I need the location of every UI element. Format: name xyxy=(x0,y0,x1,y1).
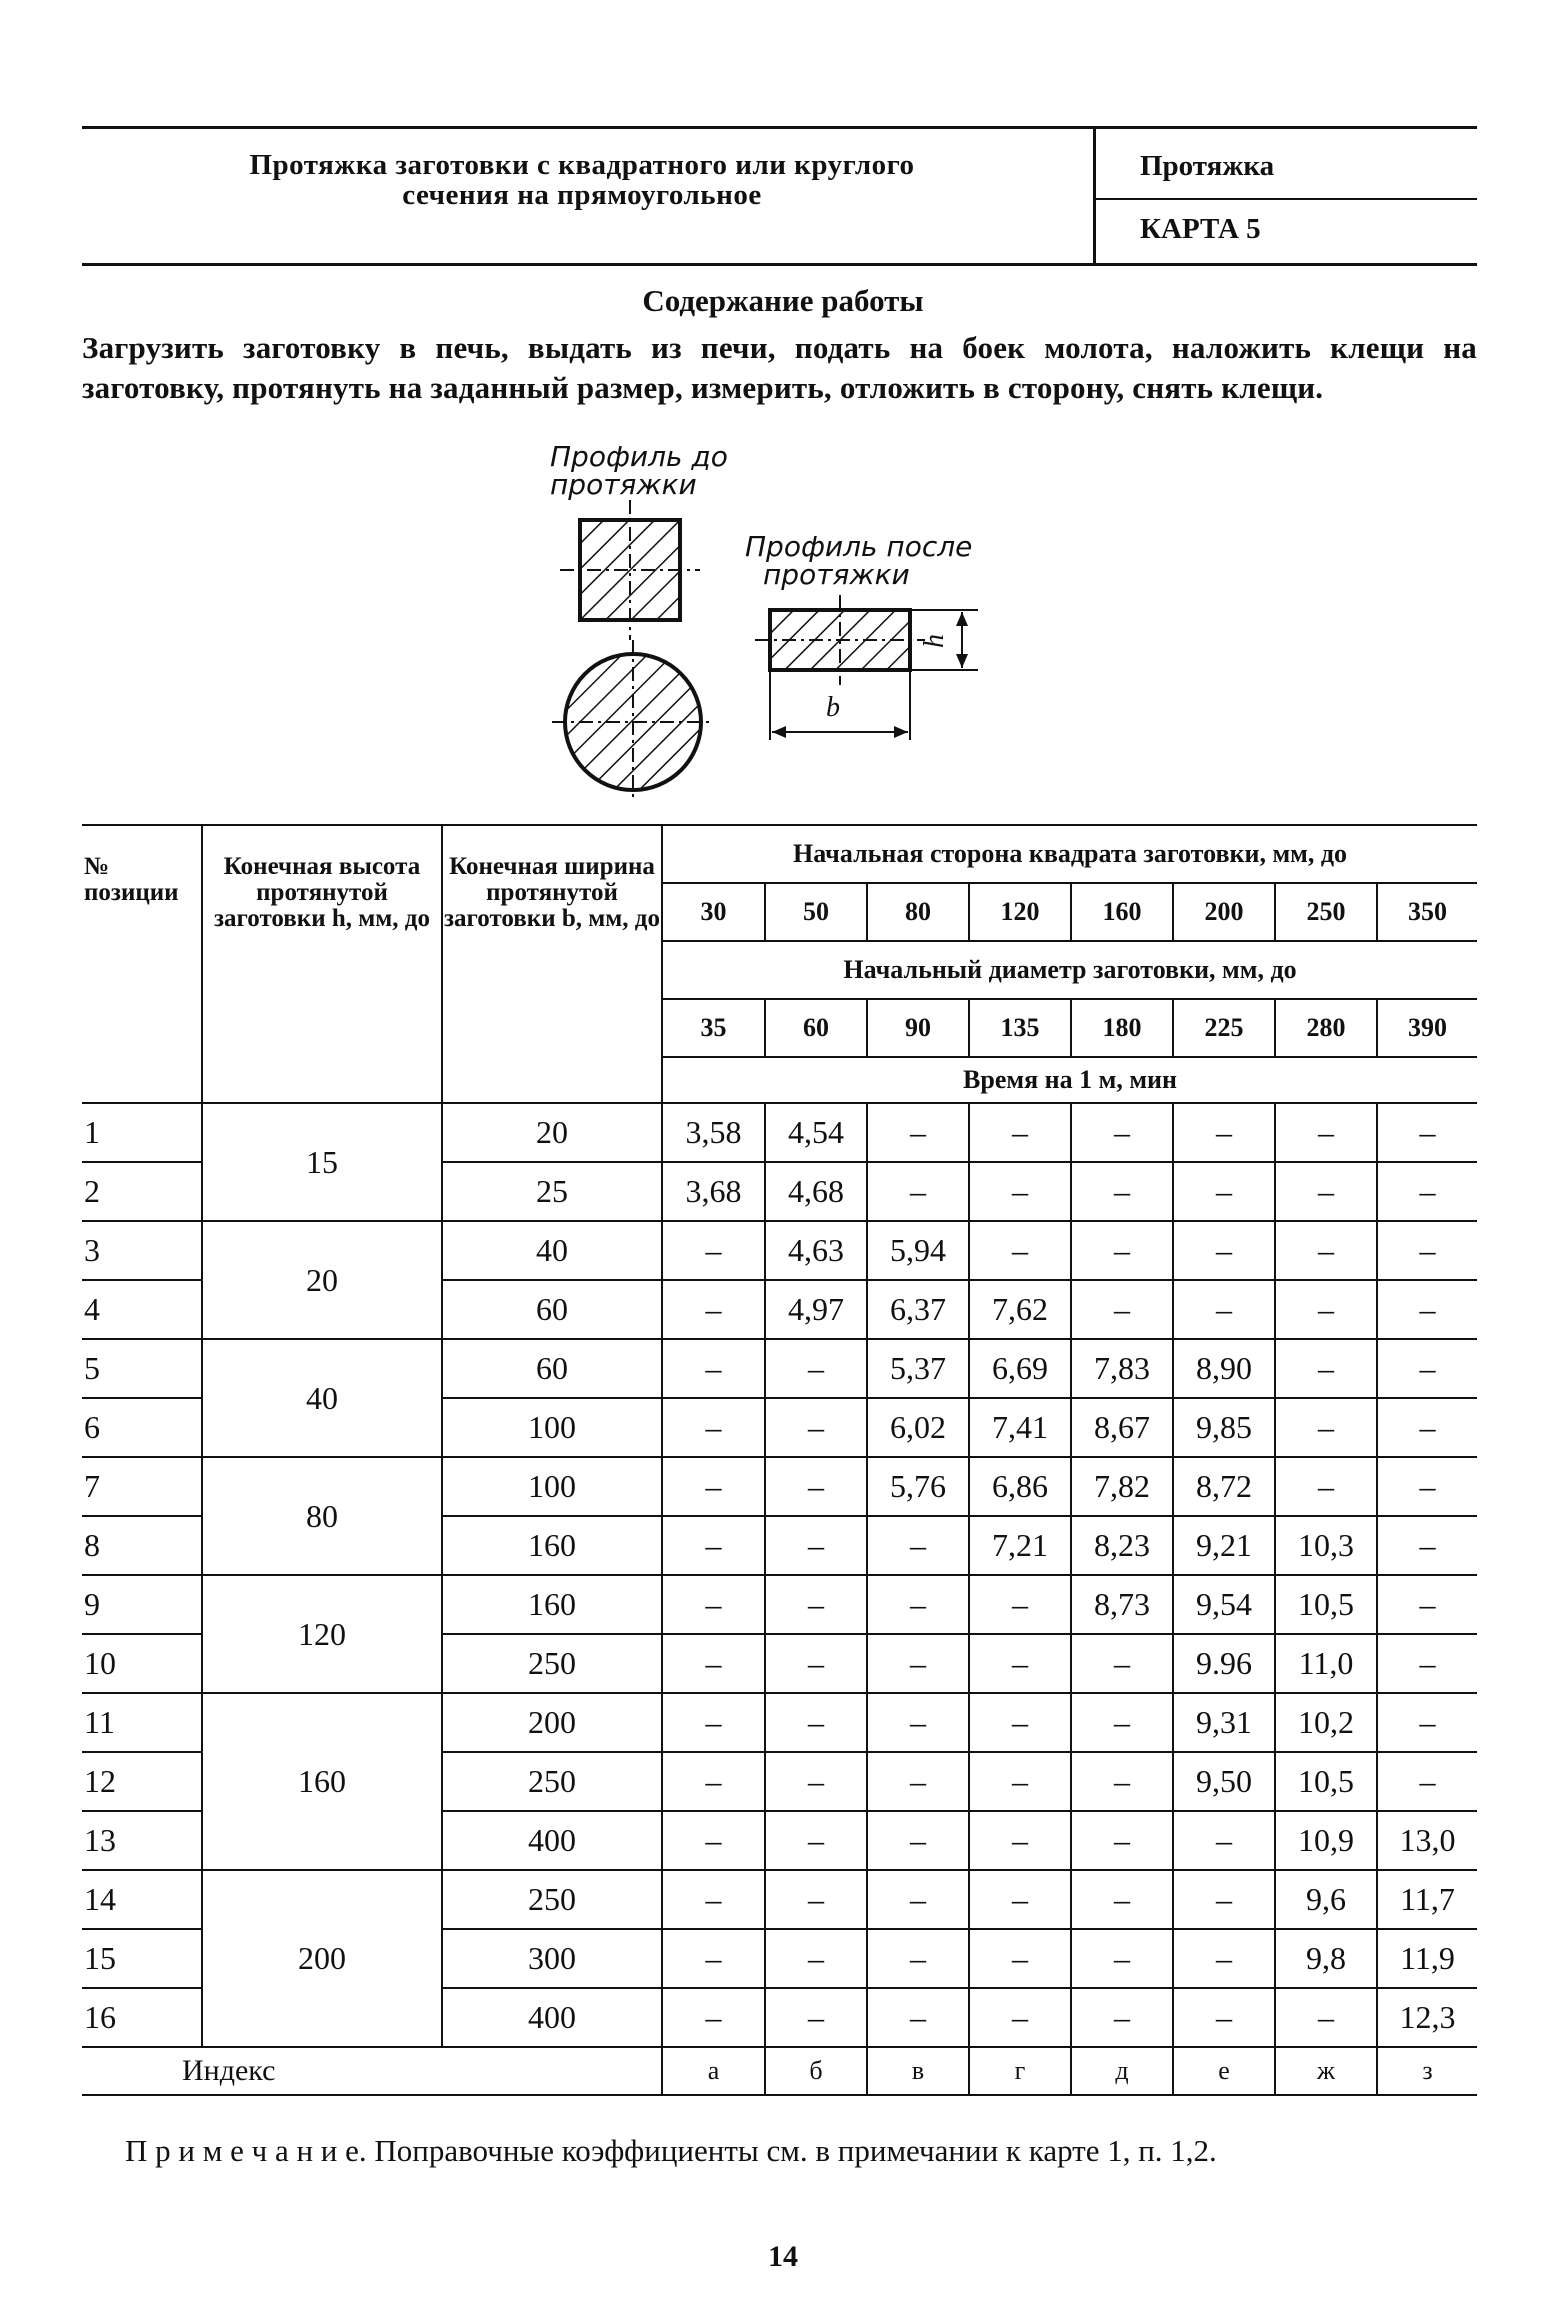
time-value-cell: – xyxy=(1071,1634,1173,1693)
time-value-cell: – xyxy=(1071,1988,1173,2047)
width-cell: 60 xyxy=(442,1280,662,1339)
header-divider xyxy=(1093,126,1096,266)
header-top-rule xyxy=(82,126,1477,129)
time-value-cell: 4,63 xyxy=(765,1221,867,1280)
square-size-cell: 120 xyxy=(969,883,1071,941)
time-value-cell: 6,37 xyxy=(867,1280,969,1339)
diameter-cell: 390 xyxy=(1377,999,1477,1057)
index-cell: г xyxy=(969,2047,1071,2095)
time-value-cell: – xyxy=(1071,1752,1173,1811)
card-number: КАРТА 5 xyxy=(1140,213,1261,245)
diameter-cell: 225 xyxy=(1173,999,1275,1057)
time-value-cell: 5,37 xyxy=(867,1339,969,1398)
position-cell: 3 xyxy=(82,1221,202,1280)
width-cell: 25 xyxy=(442,1162,662,1221)
square-size-cell: 200 xyxy=(1173,883,1275,941)
time-value-cell: – xyxy=(969,1575,1071,1634)
label-after-line1: Профиль после xyxy=(745,530,973,563)
time-value-cell: 6,86 xyxy=(969,1457,1071,1516)
time-value-cell: 8,72 xyxy=(1173,1457,1275,1516)
width-cell: 40 xyxy=(442,1221,662,1280)
time-value-cell: – xyxy=(867,1693,969,1752)
time-value-cell: 10,5 xyxy=(1275,1752,1377,1811)
time-value-cell: – xyxy=(662,1339,765,1398)
time-value-cell: 9,21 xyxy=(1173,1516,1275,1575)
time-value-cell: – xyxy=(969,1221,1071,1280)
index-cell: ж xyxy=(1275,2047,1377,2095)
time-value-cell: – xyxy=(867,1811,969,1870)
time-value-cell: 11,0 xyxy=(1275,1634,1377,1693)
time-value-cell: – xyxy=(1275,1103,1377,1162)
table-row xyxy=(82,1339,1477,1398)
time-value-cell: – xyxy=(765,1693,867,1752)
time-value-cell: – xyxy=(765,1575,867,1634)
time-value-cell: 9,31 xyxy=(1173,1693,1275,1752)
position-cell: 13 xyxy=(82,1811,202,1870)
height-cell: 160 xyxy=(202,1693,442,1870)
time-value-cell: 9,85 xyxy=(1173,1398,1275,1457)
time-norms-table xyxy=(82,824,1477,2096)
label-after xyxy=(745,530,973,591)
diameter-cell: 135 xyxy=(969,999,1071,1057)
header-position: № позиции xyxy=(82,825,202,1103)
time-value-cell: – xyxy=(969,1752,1071,1811)
label-before-line1: Профиль до xyxy=(550,440,728,473)
header-square-side: Начальная сторона квадрата заготовки, мм, до xyxy=(662,825,1477,883)
time-value-cell: – xyxy=(1173,1811,1275,1870)
height-cell: 120 xyxy=(202,1575,442,1693)
position-cell: 16 xyxy=(82,1988,202,2047)
table-row xyxy=(82,1457,1477,1516)
header-final-height: Конечная высота протянутой заготовки h, мм, до xyxy=(202,825,442,1103)
time-value-cell: – xyxy=(1377,1162,1477,1221)
time-value-cell: 8,73 xyxy=(1071,1575,1173,1634)
width-cell: 160 xyxy=(442,1516,662,1575)
time-value-cell: – xyxy=(867,1634,969,1693)
work-description: Загрузить заготовку в печь, выдать из печи, подать на боек молота, наложить клещи на заготовку, протянуть на заданный размер, измерить, отложить в сторону, снять клещи. xyxy=(82,330,1477,405)
time-value-cell: – xyxy=(969,1162,1071,1221)
height-cell: 20 xyxy=(202,1221,442,1339)
position-cell: 8 xyxy=(82,1516,202,1575)
time-value-cell: – xyxy=(1071,1280,1173,1339)
time-value-cell: 7,21 xyxy=(969,1516,1071,1575)
width-cell: 160 xyxy=(442,1575,662,1634)
time-value-cell: 3,68 xyxy=(662,1162,765,1221)
time-value-cell: – xyxy=(969,1103,1071,1162)
dim-b-label: b xyxy=(826,692,840,723)
time-value-cell: 13,0 xyxy=(1377,1811,1477,1870)
time-value-cell: – xyxy=(1275,1221,1377,1280)
time-value-cell: 7,83 xyxy=(1071,1339,1173,1398)
label-before xyxy=(550,440,728,501)
position-cell: 7 xyxy=(82,1457,202,1516)
time-value-cell: – xyxy=(1377,1339,1477,1398)
time-value-cell: – xyxy=(1275,1457,1377,1516)
time-value-cell: – xyxy=(1377,1103,1477,1162)
width-cell: 100 xyxy=(442,1398,662,1457)
width-cell: 400 xyxy=(442,1988,662,2047)
time-value-cell: – xyxy=(1275,1988,1377,2047)
header-time: Время на 1 м, мин xyxy=(662,1057,1477,1103)
time-value-cell: – xyxy=(969,1693,1071,1752)
time-value-cell: – xyxy=(662,1811,765,1870)
time-value-cell: – xyxy=(1377,1457,1477,1516)
time-value-cell: 11,9 xyxy=(1377,1929,1477,1988)
footnote: П р и м е ч а н и е. Поправочные коэффициенты см. в примечании к карте 1, п. 1,2. xyxy=(125,2133,1217,2168)
table-row xyxy=(82,1870,1477,1929)
index-cell: а xyxy=(662,2047,765,2095)
time-value-cell: – xyxy=(1275,1339,1377,1398)
time-value-cell: – xyxy=(867,1752,969,1811)
time-value-cell: – xyxy=(1377,1516,1477,1575)
position-cell: 11 xyxy=(82,1693,202,1752)
time-value-cell: – xyxy=(662,1398,765,1457)
width-cell: 20 xyxy=(442,1103,662,1162)
time-value-cell: – xyxy=(867,1162,969,1221)
time-value-cell: – xyxy=(662,1634,765,1693)
time-value-cell: – xyxy=(1377,1575,1477,1634)
time-value-cell: – xyxy=(867,1929,969,1988)
index-cell: з xyxy=(1377,2047,1477,2095)
time-value-cell: – xyxy=(1071,1811,1173,1870)
time-value-cell: 4,54 xyxy=(765,1103,867,1162)
table-row xyxy=(82,1693,1477,1752)
width-cell: 250 xyxy=(442,1752,662,1811)
time-value-cell: – xyxy=(662,1457,765,1516)
time-value-cell: – xyxy=(662,1870,765,1929)
section-title: Содержание работы xyxy=(642,283,924,318)
time-value-cell: 9,54 xyxy=(1173,1575,1275,1634)
time-value-cell: – xyxy=(969,1634,1071,1693)
time-value-cell: – xyxy=(765,1634,867,1693)
time-value-cell: 10,5 xyxy=(1275,1575,1377,1634)
time-value-cell: – xyxy=(1173,1280,1275,1339)
time-value-cell: – xyxy=(969,1870,1071,1929)
time-value-cell: – xyxy=(765,1929,867,1988)
time-value-cell: – xyxy=(1071,1162,1173,1221)
time-value-cell: – xyxy=(969,1811,1071,1870)
height-cell: 40 xyxy=(202,1339,442,1457)
width-cell: 250 xyxy=(442,1870,662,1929)
header-bottom-rule xyxy=(82,263,1477,266)
time-value-cell: 5,94 xyxy=(867,1221,969,1280)
time-value-cell: – xyxy=(1173,1870,1275,1929)
time-value-cell: 10,9 xyxy=(1275,1811,1377,1870)
time-value-cell: – xyxy=(662,1516,765,1575)
time-value-cell: – xyxy=(1275,1280,1377,1339)
time-value-cell: 7,41 xyxy=(969,1398,1071,1457)
time-value-cell: – xyxy=(1377,1634,1477,1693)
table-row xyxy=(82,1575,1477,1634)
time-value-cell: 7,82 xyxy=(1071,1457,1173,1516)
card-title-line1: Протяжка заготовки с квадратного или круглого xyxy=(249,149,915,181)
time-value-cell: – xyxy=(867,1516,969,1575)
position-cell: 15 xyxy=(82,1929,202,1988)
time-value-cell: – xyxy=(1173,1162,1275,1221)
index-cell: д xyxy=(1071,2047,1173,2095)
time-value-cell: – xyxy=(662,1280,765,1339)
diameter-cell: 60 xyxy=(765,999,867,1057)
time-value-cell: – xyxy=(765,1457,867,1516)
position-cell: 2 xyxy=(82,1162,202,1221)
time-value-cell: – xyxy=(662,1221,765,1280)
round-profile-before xyxy=(552,640,714,802)
height-cell: 15 xyxy=(202,1103,442,1221)
time-value-cell: – xyxy=(1377,1693,1477,1752)
time-value-cell: – xyxy=(765,1752,867,1811)
time-value-cell: 6,69 xyxy=(969,1339,1071,1398)
position-cell: 14 xyxy=(82,1870,202,1929)
position-cell: 6 xyxy=(82,1398,202,1457)
time-value-cell: – xyxy=(765,1339,867,1398)
position-cell: 4 xyxy=(82,1280,202,1339)
width-cell: 200 xyxy=(442,1693,662,1752)
square-size-cell: 350 xyxy=(1377,883,1477,941)
time-value-cell: – xyxy=(1377,1221,1477,1280)
dim-h-label: h xyxy=(919,634,950,648)
time-value-cell: – xyxy=(969,1929,1071,1988)
time-value-cell: – xyxy=(662,1693,765,1752)
position-cell: 9 xyxy=(82,1575,202,1634)
time-value-cell: – xyxy=(662,1988,765,2047)
operation-label: Протяжка xyxy=(1140,150,1275,182)
time-value-cell: 8,23 xyxy=(1071,1516,1173,1575)
label-before-line2: протяжки xyxy=(550,468,697,501)
time-value-cell: – xyxy=(1173,1988,1275,2047)
table-row xyxy=(82,1221,1477,1280)
time-value-cell: 11,7 xyxy=(1377,1870,1477,1929)
time-value-cell: – xyxy=(1071,1103,1173,1162)
time-value-cell: – xyxy=(662,1752,765,1811)
time-value-cell: – xyxy=(1071,1870,1173,1929)
time-value-cell: – xyxy=(765,1516,867,1575)
width-cell: 60 xyxy=(442,1339,662,1398)
index-cell: е xyxy=(1173,2047,1275,2095)
time-value-cell: – xyxy=(867,1103,969,1162)
square-size-cell: 250 xyxy=(1275,883,1377,941)
table-row xyxy=(82,1103,1477,1162)
time-value-cell: 8,67 xyxy=(1071,1398,1173,1457)
diameter-cell: 280 xyxy=(1275,999,1377,1057)
time-value-cell: – xyxy=(765,1398,867,1457)
height-cell: 80 xyxy=(202,1457,442,1575)
time-value-cell: – xyxy=(662,1929,765,1988)
square-size-cell: 160 xyxy=(1071,883,1173,941)
index-label: Индекс xyxy=(82,2047,662,2095)
time-value-cell: 4,97 xyxy=(765,1280,867,1339)
time-value-cell: – xyxy=(867,1988,969,2047)
time-value-cell: 9,8 xyxy=(1275,1929,1377,1988)
square-size-cell: 30 xyxy=(662,883,765,941)
time-value-cell: – xyxy=(867,1575,969,1634)
time-value-cell: – xyxy=(765,1988,867,2047)
card-title-line2: сечения на прямоугольное xyxy=(402,179,762,211)
time-value-cell: – xyxy=(969,1988,1071,2047)
index-cell: б xyxy=(765,2047,867,2095)
time-value-cell: – xyxy=(765,1811,867,1870)
time-value-cell: 9,6 xyxy=(1275,1870,1377,1929)
time-value-cell: – xyxy=(1275,1398,1377,1457)
time-value-cell: 12,3 xyxy=(1377,1988,1477,2047)
time-value-cell: 9,50 xyxy=(1173,1752,1275,1811)
time-value-cell: – xyxy=(867,1870,969,1929)
page-number: 14 xyxy=(768,2240,798,2273)
time-value-cell: 10,2 xyxy=(1275,1693,1377,1752)
time-value-cell: – xyxy=(1071,1929,1173,1988)
time-value-cell: 8,90 xyxy=(1173,1339,1275,1398)
time-value-cell: 6,02 xyxy=(867,1398,969,1457)
label-after-line2: протяжки xyxy=(763,558,910,591)
time-value-cell: – xyxy=(1377,1398,1477,1457)
time-value-cell: – xyxy=(1071,1693,1173,1752)
time-value-cell: – xyxy=(662,1575,765,1634)
header-right-divider xyxy=(1093,198,1477,200)
position-cell: 10 xyxy=(82,1634,202,1693)
header-final-width: Конечная ширина протянутой заготовки b, мм, до xyxy=(442,825,662,1103)
time-value-cell: 9.96 xyxy=(1173,1634,1275,1693)
width-cell: 400 xyxy=(442,1811,662,1870)
diameter-cell: 90 xyxy=(867,999,969,1057)
position-cell: 1 xyxy=(82,1103,202,1162)
time-value-cell: 5,76 xyxy=(867,1457,969,1516)
index-cell: в xyxy=(867,2047,969,2095)
diameter-cell: 35 xyxy=(662,999,765,1057)
time-value-cell: 3,58 xyxy=(662,1103,765,1162)
width-cell: 300 xyxy=(442,1929,662,1988)
rect-profile-after xyxy=(755,595,978,740)
time-value-cell: – xyxy=(1173,1929,1275,1988)
square-size-cell: 50 xyxy=(765,883,867,941)
time-value-cell: 7,62 xyxy=(969,1280,1071,1339)
time-value-cell: – xyxy=(1173,1103,1275,1162)
position-cell: 5 xyxy=(82,1339,202,1398)
time-value-cell: – xyxy=(1377,1280,1477,1339)
diameter-cell: 180 xyxy=(1071,999,1173,1057)
position-cell: 12 xyxy=(82,1752,202,1811)
time-value-cell: – xyxy=(1275,1162,1377,1221)
time-value-cell: – xyxy=(765,1870,867,1929)
width-cell: 250 xyxy=(442,1634,662,1693)
time-value-cell: – xyxy=(1377,1752,1477,1811)
square-size-cell: 80 xyxy=(867,883,969,941)
header-diameter: Начальный диаметр заготовки, мм, до xyxy=(662,941,1477,999)
time-value-cell: – xyxy=(1071,1221,1173,1280)
card-title xyxy=(82,150,1082,210)
height-cell: 200 xyxy=(202,1870,442,2047)
time-value-cell: – xyxy=(1173,1221,1275,1280)
square-profile-before xyxy=(560,500,700,640)
width-cell: 100 xyxy=(442,1457,662,1516)
time-value-cell: 4,68 xyxy=(765,1162,867,1221)
time-value-cell: 10,3 xyxy=(1275,1516,1377,1575)
